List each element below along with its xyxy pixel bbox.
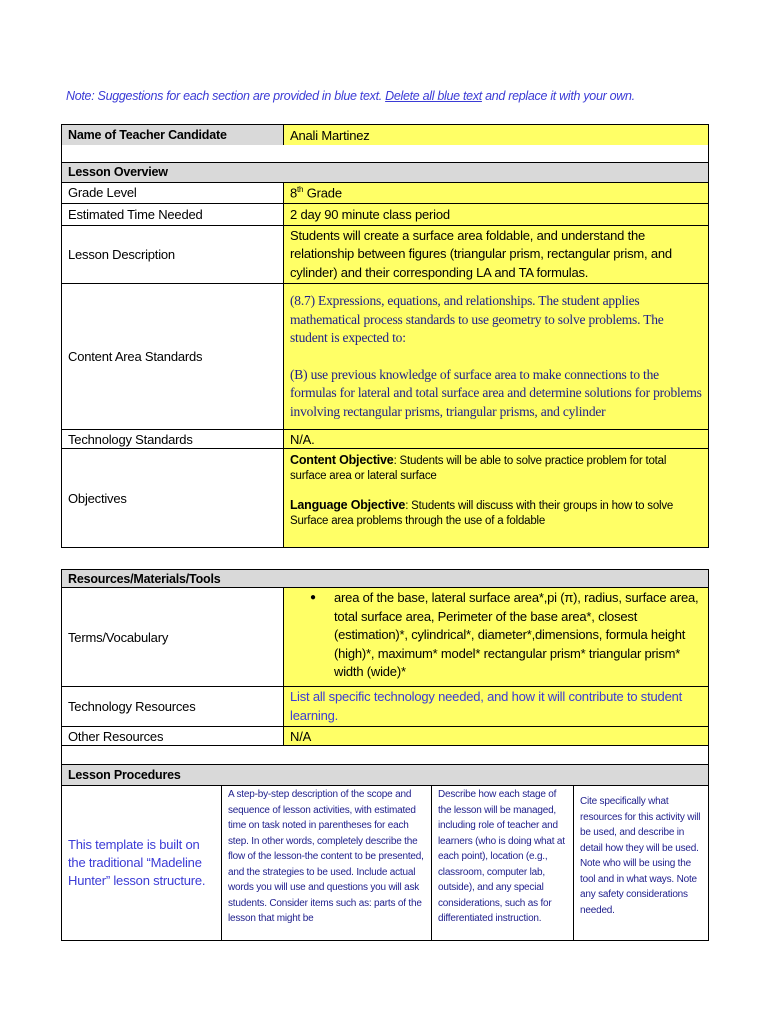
language-objective: Language Objective: Students will discuss with their groups in how to solve Surface area problems through the use of a foldable [290, 498, 674, 527]
other-resources-label: Other Resources [62, 727, 284, 746]
procedures-col1[interactable]: This template is built on the traditional “Madeline Hunter” lesson structure. [62, 786, 222, 941]
tech-standards-value[interactable]: N/A. [284, 430, 709, 449]
note-suffix: and replace it with your own. [481, 89, 635, 103]
objectives-value[interactable] [284, 449, 709, 548]
time-value[interactable]: 2 day 90 minute class period [284, 203, 709, 225]
tech-standards-label: Technology Standards [62, 430, 284, 449]
teacher-label: Name of Teacher Candidate [62, 125, 284, 146]
objectives-label: Objectives [62, 449, 284, 548]
terms-label: Terms/Vocabulary [62, 588, 284, 687]
procedures-col3[interactable]: Describe how each stage of the lesson will be managed, including role of teacher and learners (who is doing what at each point), location (e.g., classroom, computer lab, outside), and any special considerations, such as for differentiated instruction. [432, 786, 574, 941]
procedures-col2[interactable]: A step-by-step description of the scope and sequence of lesson activities, with estimated time on task noted in parentheses for each step. In other words, completely describe the flow of the lesson-the content to be presented, and the strategies to be used. Include actual words you will use and questions you will ask students. Consider items such as: parts of the lesson that might be [222, 786, 432, 941]
time-label: Estimated Time Needed [62, 203, 284, 225]
grade-label: Grade Level [62, 182, 284, 203]
standards-label: Content Area Standards [62, 284, 284, 430]
overview-table [61, 145, 709, 548]
content-objective: Content Objective: Students will be able to solve practice problem for total surface area or lateral surface [290, 453, 667, 482]
terms-item: ● area of the base, lateral surface area*,pi (π), radius, surface area, total surface area, Perimeter of the base area*, closest (estimation)*, cylindrical*, diameter*,dimensions, formula height (high)*, maximum* model* rectangular prism* triangular prism* width (wide)* [334, 589, 703, 682]
desc-value[interactable]: Students will create a surface area foldable, and understand the relationship between figures (triangular prism, rectangular prism, and cylinder) and their corresponding LA and TA formulas. [284, 225, 709, 284]
other-resources-value[interactable]: N/A [284, 727, 709, 746]
procedures-col4[interactable]: Cite specifically what resources for this activity will be used, and describe in detail how they will be used. Note who will be using the tool and in what ways. Note any safety considerations needed. [574, 786, 709, 941]
overview-header: Lesson Overview [62, 162, 709, 182]
spacer [62, 145, 709, 162]
standards-p2: (B) use previous knowledge of surface area to make connections to the formulas for lateral and total surface area and determine solutions for problems involving rectangular prisms, triangular prisms, and cylinder [290, 366, 702, 419]
tech-resources-label: Technology Resources [62, 687, 284, 727]
resources-header: Resources/Materials/Tools [62, 570, 709, 588]
grade-value[interactable]: 8th Grade [284, 182, 709, 203]
procedures-header: Lesson Procedures [62, 765, 709, 786]
note-prefix: Note: Suggestions for each section are provided in blue text. [66, 89, 386, 103]
terms-value[interactable] [284, 588, 709, 687]
teacher-value[interactable]: Anali Martinez [284, 125, 709, 146]
instruction-note [66, 89, 635, 103]
desc-label: Lesson Description [62, 225, 284, 284]
note-underlined: Delete all blue text [385, 89, 482, 103]
standards-value[interactable] [284, 284, 709, 430]
procedures-table [61, 764, 709, 941]
resources-table [61, 569, 709, 764]
spacer [62, 746, 709, 764]
teacher-table [61, 124, 709, 146]
tech-resources-value[interactable]: List all specific technology needed, and how it will contribute to student learning. [284, 687, 709, 727]
standards-p1: (8.7) Expressions, equations, and relationships. The student applies mathematical process standards to use geometry to solve problems. The student is expected to: [290, 293, 664, 345]
